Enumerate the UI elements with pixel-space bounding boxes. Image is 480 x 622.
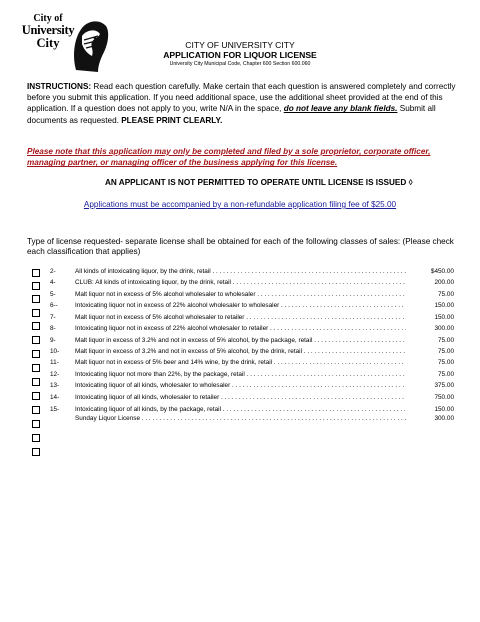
instructions-text-1: Read each question carefully. Make certain that each question is answered completely and correctly before you submit this application. If you need additional space, use the additional sheet provided at the end of this application. If a question does not apply to you, write N/A in the space, (27, 82, 456, 114)
license-type-intro: Type of license requested- separate license shall be obtained for each of the following classes of sales: (Please check each classification that applies) (27, 237, 454, 257)
license-description: Intoxicating liquor not more than 22%, by the package, retail . . . (75, 370, 406, 380)
license-checkbox-4[interactable] (32, 282, 40, 290)
license-row (50, 336, 454, 346)
license-number: 9- (50, 337, 56, 344)
license-number: 5- (50, 291, 56, 298)
license-description: Malt liquor in excess of 3.2% and not in excess of 5% alcohol, by the package, retail . . . (75, 336, 406, 346)
license-row (50, 370, 454, 380)
license-description: Malt liquor not in excess of 5% alcohol wholesaler to retailer . . . (75, 313, 406, 323)
license-row (50, 393, 454, 403)
license-checkbox-13[interactable] (32, 406, 40, 414)
instructions-label: INSTRUCTIONS: (27, 82, 92, 91)
lion-icon (68, 16, 110, 74)
license-description: Intoxicating liquor not in excess of 22% alcohol wholesaler to wholesaler . . . (75, 301, 406, 311)
municipal-code: University City Municipal Code, Chapter 600 Section 600.060 (169, 61, 311, 67)
license-row (50, 414, 454, 424)
license-description: Intoxicating liquor not in excess of 22% alcohol wholesaler to retailer . . . (75, 324, 406, 334)
filer-note: Please note that this application may only be completed and filed by a sole proprietor, corporate officer, managing partner, or managing officer of the business applying for this license. (27, 147, 431, 168)
license-row (50, 358, 454, 368)
license-number: 7- (50, 314, 56, 321)
license-description: CLUB: All kinds of intoxicating liquor, by the drink, retail . . . (75, 278, 406, 288)
license-number: 15- (50, 406, 60, 413)
license-number: 13- (50, 382, 60, 389)
license-row (50, 290, 454, 300)
license-checkbox-5[interactable] (32, 295, 40, 303)
license-fee: $450.00 (430, 268, 454, 275)
instructions (27, 81, 457, 126)
form-title: APPLICATION FOR LIQUOR LICENSE (163, 50, 317, 60)
license-number: 10- (50, 348, 60, 355)
instructions-print: PLEASE PRINT CLEARLY. (121, 115, 223, 125)
license-checkbox-11[interactable] (32, 378, 40, 386)
license-description: Malt liquor not in excess of 5% alcohol wholesaler to wholesaler . . . (75, 290, 406, 300)
city-logo (20, 14, 112, 84)
license-checkbox-12[interactable] (32, 392, 40, 400)
license-description: Intoxicating liquor of all kinds, by the package, retail . . . (75, 405, 406, 415)
license-fee: 75.00 (438, 291, 454, 298)
license-number: 11- (50, 359, 59, 366)
license-fee: 375.00 (434, 382, 454, 389)
license-checkbox-7[interactable] (32, 322, 40, 330)
license-fee: 200.00 (434, 279, 454, 286)
license-fee: 75.00 (438, 371, 454, 378)
license-number: 14- (50, 394, 60, 401)
license-checkbox-15[interactable] (32, 434, 40, 442)
license-checkbox-9[interactable] (32, 350, 40, 358)
license-row (50, 301, 454, 311)
logo-line-1: City of (33, 13, 63, 24)
license-checkbox-14[interactable] (32, 420, 40, 428)
license-fee: 750.00 (434, 394, 454, 401)
license-checkbox-10[interactable] (32, 364, 40, 372)
license-fee: 75.00 (438, 359, 454, 366)
license-checkbox-6[interactable] (32, 309, 40, 317)
license-checkbox-sunday[interactable] (32, 448, 40, 456)
license-row (50, 267, 454, 277)
license-description: Malt liquor in excess of 3.2% and not in excess of 5% alcohol, by the drink, retail . . . (75, 347, 406, 357)
license-row (50, 347, 454, 357)
license-row (50, 313, 454, 323)
license-number: 8- (50, 325, 56, 332)
license-number: 2- (50, 268, 56, 275)
license-checkbox-8[interactable] (32, 336, 40, 344)
instructions-emphasis: do not leave any blank fields. (283, 104, 398, 114)
license-description: Intoxicating liquor of all kinds, wholesaler to wholesaler . . . (75, 381, 406, 391)
license-number: 4- (50, 279, 56, 286)
logo-line-2: University (21, 23, 75, 37)
license-row (50, 278, 454, 288)
license-description: Sunday Liquor License . . . (75, 414, 406, 424)
license-description: Intoxicating liquor of all kinds, wholesaler to retailer . . . (75, 393, 406, 403)
license-fee: 75.00 (438, 348, 454, 355)
filing-fee-notice: Applications must be accompanied by a non-refundable application filing fee of $25.00 (83, 200, 397, 209)
license-row (50, 381, 454, 391)
license-fee: 300.00 (434, 415, 454, 422)
logo-line-3: City (36, 35, 60, 50)
license-fee: 75.00 (438, 337, 454, 344)
license-checkbox-2[interactable] (32, 269, 40, 277)
license-row (50, 324, 454, 334)
license-fee: 150.00 (434, 314, 454, 321)
city-name: CITY OF UNIVERSITY CITY (185, 40, 295, 50)
license-number: 6-- (50, 302, 58, 309)
instructions-text-2: Submit all documents as requested. (27, 104, 436, 125)
operate-warning: AN APPLICANT IS NOT PERMITTED TO OPERATE UNTIL LICENSE IS ISSUED ◊ (105, 178, 413, 187)
license-fee: 300.00 (434, 325, 454, 332)
license-description: Malt liquor not in excess of 5% beer and 14% wine, by the drink, retail . . . (75, 358, 406, 368)
license-fee: 150.00 (434, 406, 454, 413)
license-number: 12- (50, 371, 60, 378)
license-description: All kinds of intoxicating liquor, by the drink, retail . . . (75, 267, 406, 277)
license-fee: 150.00 (434, 302, 454, 309)
